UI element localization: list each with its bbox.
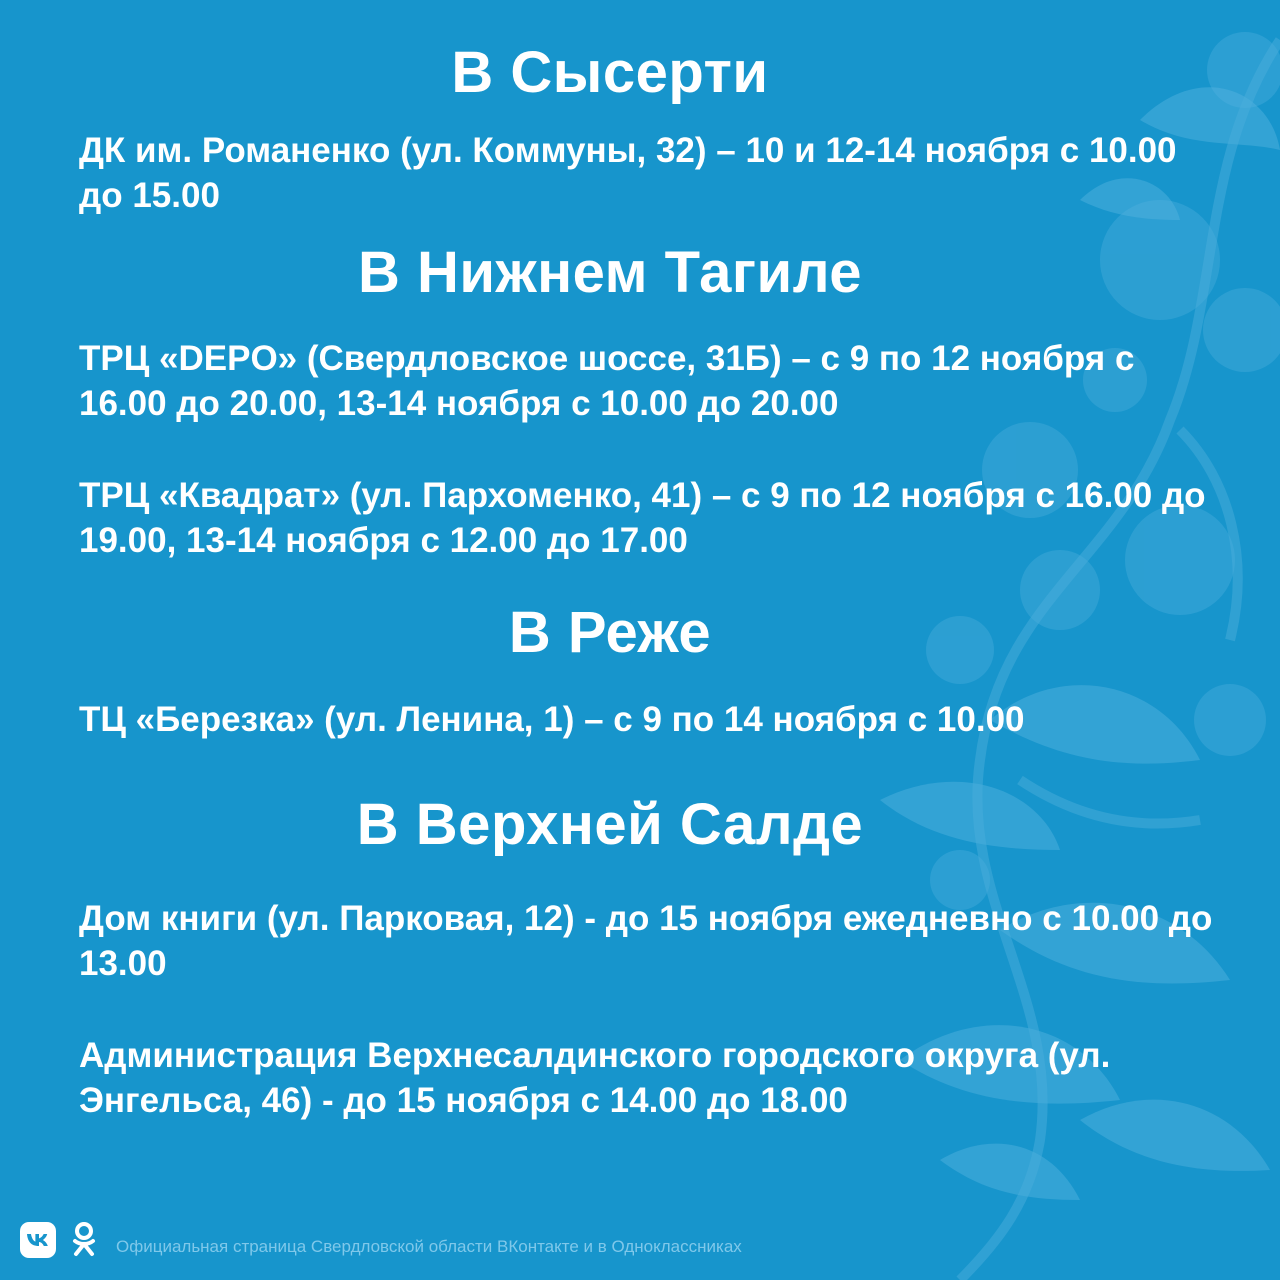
footer (0, 1212, 1280, 1268)
heading-nizhny-tagil: В Нижнем Тагиле (357, 240, 863, 305)
heading-sysert: В Сысерти (451, 40, 769, 105)
footer-caption: Официальная страница Свердловской области ВКонтакте и в Одноклассниках (116, 1237, 742, 1256)
vk-icon[interactable] (18, 1220, 58, 1260)
heading-rezh: В Реже (508, 600, 712, 665)
entry-dom-knigi: Дом книги (ул. Парковая, 12) - до 15 ноября ежедневно с 10.00 до 13.00 (79, 899, 1213, 983)
entry-trc-kvadrat: ТРЦ «Квадрат» (ул. Пархоменко, 41) – с 9 по 12 ноября с 16.00 до 19.00, 13-14 ноября с 12.00 до 17.00 (79, 476, 1206, 560)
entry-tc-berezka: ТЦ «Березка» (ул. Ленина, 1) – с 9 по 14 ноября с 10.00 (79, 700, 1025, 739)
heading-verkhnyaya-salda: В Верхней Салде (356, 792, 864, 857)
entry-trc-depo: ТРЦ «DEPO» (Свердловское шоссе, 31Б) – с 9 по 12 ноября с 16.00 до 20.00, 13-14 ноября с 10.00 до 20.00 (79, 339, 1135, 423)
entry-dk-romanenko: ДК им. Романенко (ул. Коммуны, 32) – 10 и 12-14 ноября с 10.00 до 15.00 (79, 131, 1177, 215)
entry-administration: Администрация Верхнесалдинского городского округа (ул. Энгельса, 46) - до 15 ноября с 14.00 до 18.00 (79, 1036, 1111, 1120)
odnoklassniki-icon[interactable] (64, 1220, 104, 1260)
